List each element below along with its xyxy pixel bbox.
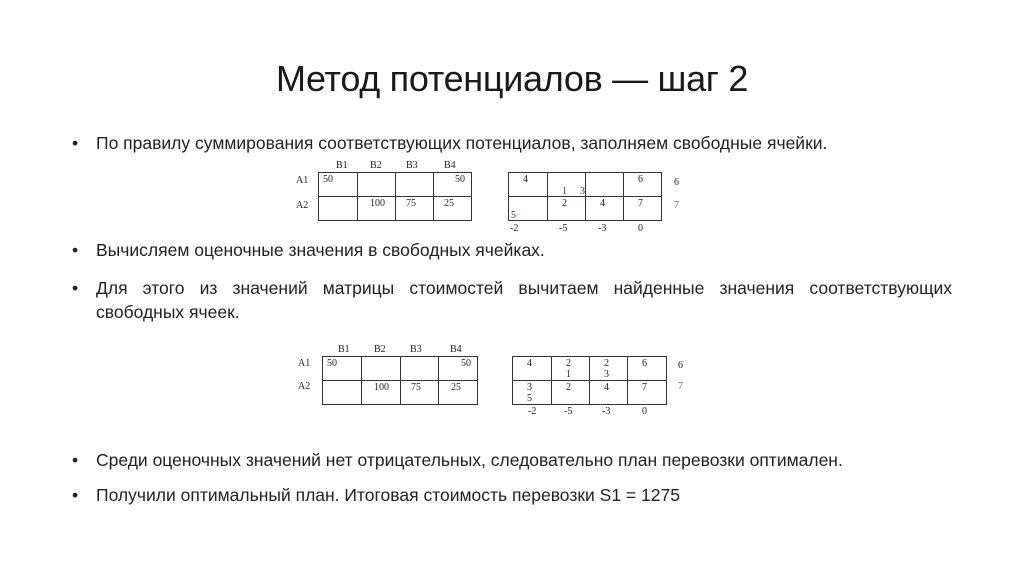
table-cell: 6 [624, 173, 662, 197]
table-cell: 2 [552, 381, 590, 405]
table-cell: 4 [513, 357, 552, 381]
bullet-dot: • [72, 485, 79, 505]
row-header: A2 [296, 200, 309, 211]
potential-v: -5 [559, 223, 568, 234]
table-cell: 4 [590, 381, 628, 405]
cost-table [512, 356, 667, 405]
bullet-dot: • [72, 240, 79, 260]
bullet-dot: • [72, 278, 79, 298]
table-cell: 50 [439, 357, 478, 381]
table-cell: 4 [586, 197, 624, 221]
potential-v: -5 [564, 406, 573, 417]
row-header: A2 [298, 381, 311, 392]
bullet-dot: • [72, 133, 79, 153]
col-header: B2 [374, 344, 386, 355]
table-cell: 7 [624, 197, 662, 221]
col-header: B1 [338, 344, 350, 355]
potential-u: 7 [678, 381, 683, 392]
table-cell [401, 357, 439, 381]
table-cell: 25 [439, 381, 478, 405]
table-cell [362, 357, 401, 381]
table-cell: 50 [323, 357, 362, 381]
table-cell: 6 [628, 357, 667, 381]
potential-u: 6 [678, 360, 683, 371]
row-header: A1 [298, 358, 311, 369]
potential-u: 7 [674, 200, 679, 211]
bullet-text: По правилу суммирования соответствующих потенциалов, заполняем свободные ячейки. [96, 133, 828, 153]
potential-v: -2 [510, 223, 519, 234]
bullet-text: Вычисляем оценочные значения в свободных ячейках. [96, 240, 545, 260]
table-cell: 3 5 [513, 381, 552, 405]
table-cell: 50 [319, 173, 358, 197]
table-cell: 100 [362, 381, 401, 405]
table-cell: 100 [358, 197, 396, 221]
table-cell: 5 [509, 197, 548, 221]
col-header: B4 [444, 160, 456, 171]
col-header: B3 [406, 160, 418, 171]
potential-u: 6 [674, 177, 679, 188]
col-header: B4 [450, 344, 462, 355]
potential-v: -3 [602, 406, 611, 417]
table-cell [323, 381, 362, 405]
table-cell: 50 [434, 173, 472, 197]
table-cell: 2 1 [552, 357, 590, 381]
potential-v: -2 [528, 406, 537, 417]
bullet-item [72, 448, 952, 472]
bullet-item [72, 276, 952, 324]
row-header: A1 [296, 175, 309, 186]
table-cell: 2 3 [590, 357, 628, 381]
bullet-item [72, 238, 952, 262]
table-cell: 2 [548, 197, 586, 221]
table-cell: 75 [396, 197, 434, 221]
slide-title: Метод потенциалов — шаг 2 [275, 58, 749, 99]
potential-v: 0 [642, 406, 647, 417]
col-header: B3 [410, 344, 422, 355]
bullet-text: Среди оценочных значений нет отрицательных, следовательно план перевозки оптимален. [96, 450, 843, 470]
table-cell: 1 [548, 173, 586, 197]
allocation-table [318, 172, 472, 221]
table-cell: 7 [628, 381, 667, 405]
allocation-table [322, 356, 478, 405]
bullet-text: Для этого из значений матрицы стоимостей вычитаем найденные значения соответствующих свободных ячеек. [96, 278, 952, 322]
col-header: B1 [336, 160, 348, 171]
table-cell: 25 [434, 197, 472, 221]
table-cell: 4 [509, 173, 548, 197]
table-cell: 75 [401, 381, 439, 405]
bullet-item [72, 483, 952, 507]
bullet-item [72, 131, 952, 155]
bullet-dot: • [72, 450, 79, 470]
table-cell: 3 [586, 173, 624, 197]
table-cell [396, 173, 434, 197]
potential-v: 0 [638, 223, 643, 234]
cost-table [508, 172, 662, 221]
table-cell [358, 173, 396, 197]
bullet-text: Получили оптимальный план. Итоговая стоимость перевозки S1 = 1275 [96, 485, 680, 505]
potential-v: -3 [598, 223, 607, 234]
table-cell [319, 197, 358, 221]
col-header: B2 [370, 160, 382, 171]
